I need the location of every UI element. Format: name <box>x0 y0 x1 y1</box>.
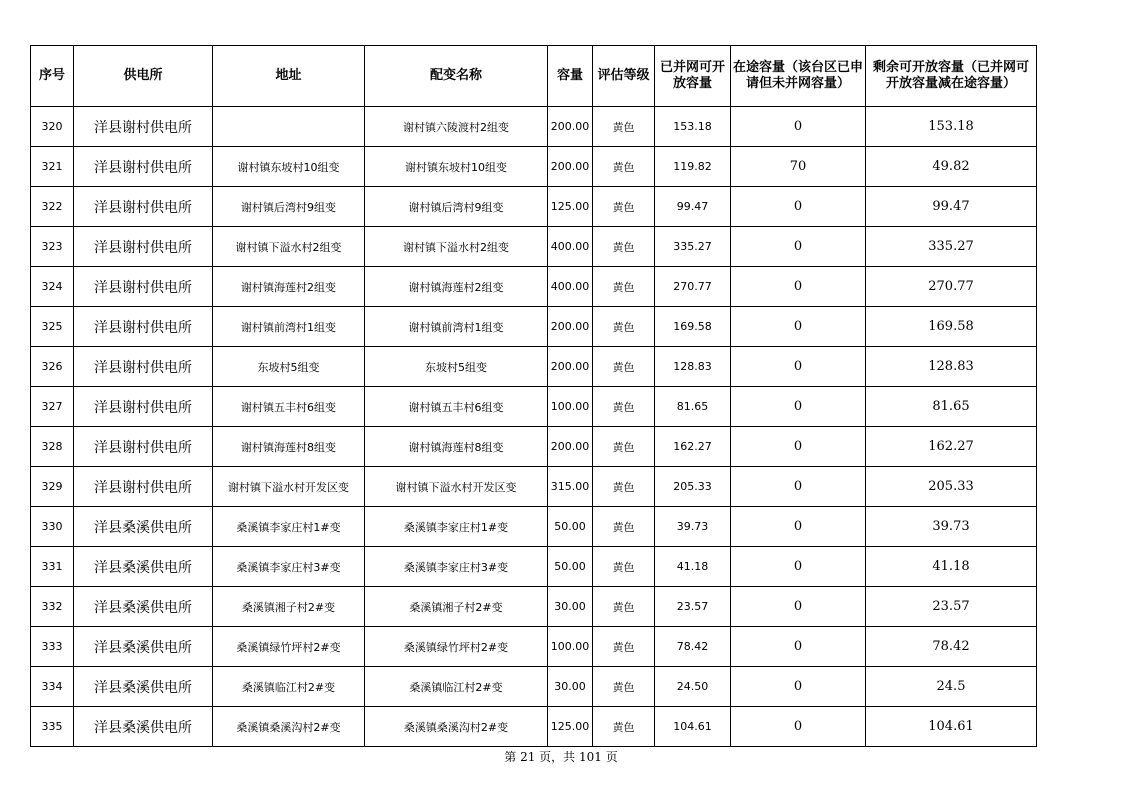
table-row <box>31 187 1037 227</box>
header-remain: 剩余可开放容量（已并网可开放容量减在途容量） <box>866 46 1037 107</box>
cell-address: 谢村镇海莲村2组变 <box>213 267 365 307</box>
cell-rating: 黄色 <box>593 227 655 267</box>
cell-remaining-capacity: 41.18 <box>866 547 1037 587</box>
cell-supplier: 洋县桑溪供电所 <box>74 667 213 707</box>
cell-supplier: 洋县谢村供电所 <box>74 107 213 147</box>
table-row <box>31 587 1037 627</box>
cell-address: 桑溪镇湘子村2#变 <box>213 587 365 627</box>
cell-supplier: 洋县谢村供电所 <box>74 387 213 427</box>
cell-transit-capacity: 0 <box>731 707 866 747</box>
cell-capacity: 100.00 <box>548 387 593 427</box>
cell-remaining-capacity: 39.73 <box>866 507 1037 547</box>
cell-open-capacity: 128.83 <box>655 347 731 387</box>
cell-rating: 黄色 <box>593 667 655 707</box>
cell-capacity: 50.00 <box>548 507 593 547</box>
header-name: 配变名称 <box>365 46 548 107</box>
cell-open-capacity: 205.33 <box>655 467 731 507</box>
table-row <box>31 707 1037 747</box>
cell-address: 谢村镇五丰村6组变 <box>213 387 365 427</box>
cell-transit-capacity: 0 <box>731 187 866 227</box>
cell-supplier: 洋县桑溪供电所 <box>74 507 213 547</box>
cell-rating: 黄色 <box>593 347 655 387</box>
cell-open-capacity: 39.73 <box>655 507 731 547</box>
table-row <box>31 507 1037 547</box>
header-address: 地址 <box>213 46 365 107</box>
cell-supplier: 洋县谢村供电所 <box>74 147 213 187</box>
cell-seq: 327 <box>31 387 74 427</box>
cell-remaining-capacity: 104.61 <box>866 707 1037 747</box>
cell-capacity: 200.00 <box>548 307 593 347</box>
table-row <box>31 227 1037 267</box>
cell-transit-capacity: 0 <box>731 467 866 507</box>
cell-rating: 黄色 <box>593 467 655 507</box>
cell-supplier: 洋县谢村供电所 <box>74 267 213 307</box>
cell-rating: 黄色 <box>593 187 655 227</box>
cell-supplier: 洋县桑溪供电所 <box>74 547 213 587</box>
cell-capacity: 315.00 <box>548 467 593 507</box>
cell-remaining-capacity: 153.18 <box>866 107 1037 147</box>
cell-name: 谢村镇后湾村9组变 <box>365 187 548 227</box>
table-row <box>31 627 1037 667</box>
cell-remaining-capacity: 78.42 <box>866 627 1037 667</box>
header-supplier: 供电所 <box>74 46 213 107</box>
cell-address: 谢村镇前湾村1组变 <box>213 307 365 347</box>
cell-seq: 329 <box>31 467 74 507</box>
cell-transit-capacity: 70 <box>731 147 866 187</box>
cell-seq: 323 <box>31 227 74 267</box>
cell-rating: 黄色 <box>593 427 655 467</box>
cell-open-capacity: 104.61 <box>655 707 731 747</box>
cell-remaining-capacity: 99.47 <box>866 187 1037 227</box>
table-row <box>31 107 1037 147</box>
table-row <box>31 387 1037 427</box>
cell-capacity: 30.00 <box>548 587 593 627</box>
cell-transit-capacity: 0 <box>731 107 866 147</box>
cell-open-capacity: 169.58 <box>655 307 731 347</box>
cell-transit-capacity: 0 <box>731 627 866 667</box>
cell-supplier: 洋县桑溪供电所 <box>74 707 213 747</box>
cell-open-capacity: 153.18 <box>655 107 731 147</box>
cell-rating: 黄色 <box>593 587 655 627</box>
cell-seq: 325 <box>31 307 74 347</box>
cell-transit-capacity: 0 <box>731 227 866 267</box>
cell-address: 谢村镇后湾村9组变 <box>213 187 365 227</box>
cell-rating: 黄色 <box>593 627 655 667</box>
cell-rating: 黄色 <box>593 707 655 747</box>
cell-transit-capacity: 0 <box>731 667 866 707</box>
cell-rating: 黄色 <box>593 507 655 547</box>
cell-seq: 330 <box>31 507 74 547</box>
cell-seq: 321 <box>31 147 74 187</box>
table-body <box>31 107 1037 747</box>
cell-address: 谢村镇下溢水村开发区变 <box>213 467 365 507</box>
cell-supplier: 洋县谢村供电所 <box>74 427 213 467</box>
cell-address: 桑溪镇李家庄村1#变 <box>213 507 365 547</box>
cell-name: 谢村镇前湾村1组变 <box>365 307 548 347</box>
header-open: 已并网可开放容量 <box>655 46 731 107</box>
cell-remaining-capacity: 169.58 <box>866 307 1037 347</box>
cell-capacity: 200.00 <box>548 427 593 467</box>
cell-seq: 334 <box>31 667 74 707</box>
cell-address: 桑溪镇李家庄村3#变 <box>213 547 365 587</box>
cell-transit-capacity: 0 <box>731 507 866 547</box>
cell-name: 桑溪镇湘子村2#变 <box>365 587 548 627</box>
cell-capacity: 200.00 <box>548 147 593 187</box>
cell-seq: 332 <box>31 587 74 627</box>
cell-rating: 黄色 <box>593 267 655 307</box>
cell-capacity: 30.00 <box>548 667 593 707</box>
cell-remaining-capacity: 335.27 <box>866 227 1037 267</box>
header-seq: 序号 <box>31 46 74 107</box>
cell-remaining-capacity: 81.65 <box>866 387 1037 427</box>
cell-remaining-capacity: 270.77 <box>866 267 1037 307</box>
cell-transit-capacity: 0 <box>731 547 866 587</box>
cell-open-capacity: 162.27 <box>655 427 731 467</box>
cell-supplier: 洋县谢村供电所 <box>74 187 213 227</box>
table-header-row <box>31 46 1037 107</box>
cell-name: 谢村镇下溢水村开发区变 <box>365 467 548 507</box>
cell-remaining-capacity: 128.83 <box>866 347 1037 387</box>
cell-seq: 324 <box>31 267 74 307</box>
cell-remaining-capacity: 162.27 <box>866 427 1037 467</box>
cell-rating: 黄色 <box>593 547 655 587</box>
cell-rating: 黄色 <box>593 147 655 187</box>
cell-name: 桑溪镇李家庄村3#变 <box>365 547 548 587</box>
cell-address: 谢村镇东坡村10组变 <box>213 147 365 187</box>
cell-address: 桑溪镇桑溪沟村2#变 <box>213 707 365 747</box>
cell-transit-capacity: 0 <box>731 587 866 627</box>
cell-seq: 320 <box>31 107 74 147</box>
table-row <box>31 547 1037 587</box>
table-row <box>31 467 1037 507</box>
cell-open-capacity: 335.27 <box>655 227 731 267</box>
cell-transit-capacity: 0 <box>731 427 866 467</box>
cell-supplier: 洋县桑溪供电所 <box>74 627 213 667</box>
cell-address: 桑溪镇绿竹坪村2#变 <box>213 627 365 667</box>
cell-supplier: 洋县谢村供电所 <box>74 467 213 507</box>
page-footer: 第 21 页，共 101 页 <box>504 750 618 764</box>
header-transit: 在途容量（该台区已申请但未并网容量） <box>731 46 866 107</box>
cell-seq: 335 <box>31 707 74 747</box>
cell-remaining-capacity: 49.82 <box>866 147 1037 187</box>
cell-name: 桑溪镇临江村2#变 <box>365 667 548 707</box>
table-row <box>31 427 1037 467</box>
cell-open-capacity: 99.47 <box>655 187 731 227</box>
cell-capacity: 100.00 <box>548 627 593 667</box>
cell-open-capacity: 41.18 <box>655 547 731 587</box>
cell-open-capacity: 78.42 <box>655 627 731 667</box>
cell-name: 谢村镇五丰村6组变 <box>365 387 548 427</box>
cell-rating: 黄色 <box>593 387 655 427</box>
cell-capacity: 125.00 <box>548 707 593 747</box>
cell-rating: 黄色 <box>593 307 655 347</box>
table-row <box>31 347 1037 387</box>
cell-name: 东坡村5组变 <box>365 347 548 387</box>
header-capacity: 容量 <box>548 46 593 107</box>
cell-seq: 331 <box>31 547 74 587</box>
cell-supplier: 洋县谢村供电所 <box>74 347 213 387</box>
table-row <box>31 667 1037 707</box>
cell-transit-capacity: 0 <box>731 387 866 427</box>
cell-name: 桑溪镇桑溪沟村2#变 <box>365 707 548 747</box>
cell-seq: 322 <box>31 187 74 227</box>
cell-supplier: 洋县谢村供电所 <box>74 307 213 347</box>
cell-open-capacity: 24.50 <box>655 667 731 707</box>
cell-seq: 326 <box>31 347 74 387</box>
cell-rating: 黄色 <box>593 107 655 147</box>
cell-capacity: 125.00 <box>548 187 593 227</box>
cell-supplier: 洋县谢村供电所 <box>74 227 213 267</box>
cell-name: 桑溪镇绿竹坪村2#变 <box>365 627 548 667</box>
table-row <box>31 307 1037 347</box>
cell-open-capacity: 23.57 <box>655 587 731 627</box>
transformer-capacity-table <box>30 45 1037 747</box>
cell-remaining-capacity: 24.5 <box>866 667 1037 707</box>
cell-seq: 328 <box>31 427 74 467</box>
cell-capacity: 50.00 <box>548 547 593 587</box>
cell-name: 谢村镇东坡村10组变 <box>365 147 548 187</box>
cell-transit-capacity: 0 <box>731 267 866 307</box>
cell-remaining-capacity: 23.57 <box>866 587 1037 627</box>
cell-address: 桑溪镇临江村2#变 <box>213 667 365 707</box>
cell-address: 东坡村5组变 <box>213 347 365 387</box>
cell-supplier: 洋县桑溪供电所 <box>74 587 213 627</box>
cell-address <box>213 107 365 147</box>
cell-open-capacity: 119.82 <box>655 147 731 187</box>
cell-remaining-capacity: 205.33 <box>866 467 1037 507</box>
cell-open-capacity: 81.65 <box>655 387 731 427</box>
cell-name: 谢村镇六陵渡村2组变 <box>365 107 548 147</box>
cell-capacity: 200.00 <box>548 107 593 147</box>
cell-capacity: 200.00 <box>548 347 593 387</box>
cell-seq: 333 <box>31 627 74 667</box>
cell-transit-capacity: 0 <box>731 307 866 347</box>
cell-name: 桑溪镇李家庄村1#变 <box>365 507 548 547</box>
cell-name: 谢村镇海莲村2组变 <box>365 267 548 307</box>
cell-transit-capacity: 0 <box>731 347 866 387</box>
cell-capacity: 400.00 <box>548 227 593 267</box>
table-row <box>31 147 1037 187</box>
cell-address: 谢村镇下溢水村2组变 <box>213 227 365 267</box>
cell-name: 谢村镇海莲村8组变 <box>365 427 548 467</box>
header-rating: 评估等级 <box>593 46 655 107</box>
table-row <box>31 267 1037 307</box>
cell-capacity: 400.00 <box>548 267 593 307</box>
cell-address: 谢村镇海莲村8组变 <box>213 427 365 467</box>
cell-name: 谢村镇下溢水村2组变 <box>365 227 548 267</box>
cell-open-capacity: 270.77 <box>655 267 731 307</box>
